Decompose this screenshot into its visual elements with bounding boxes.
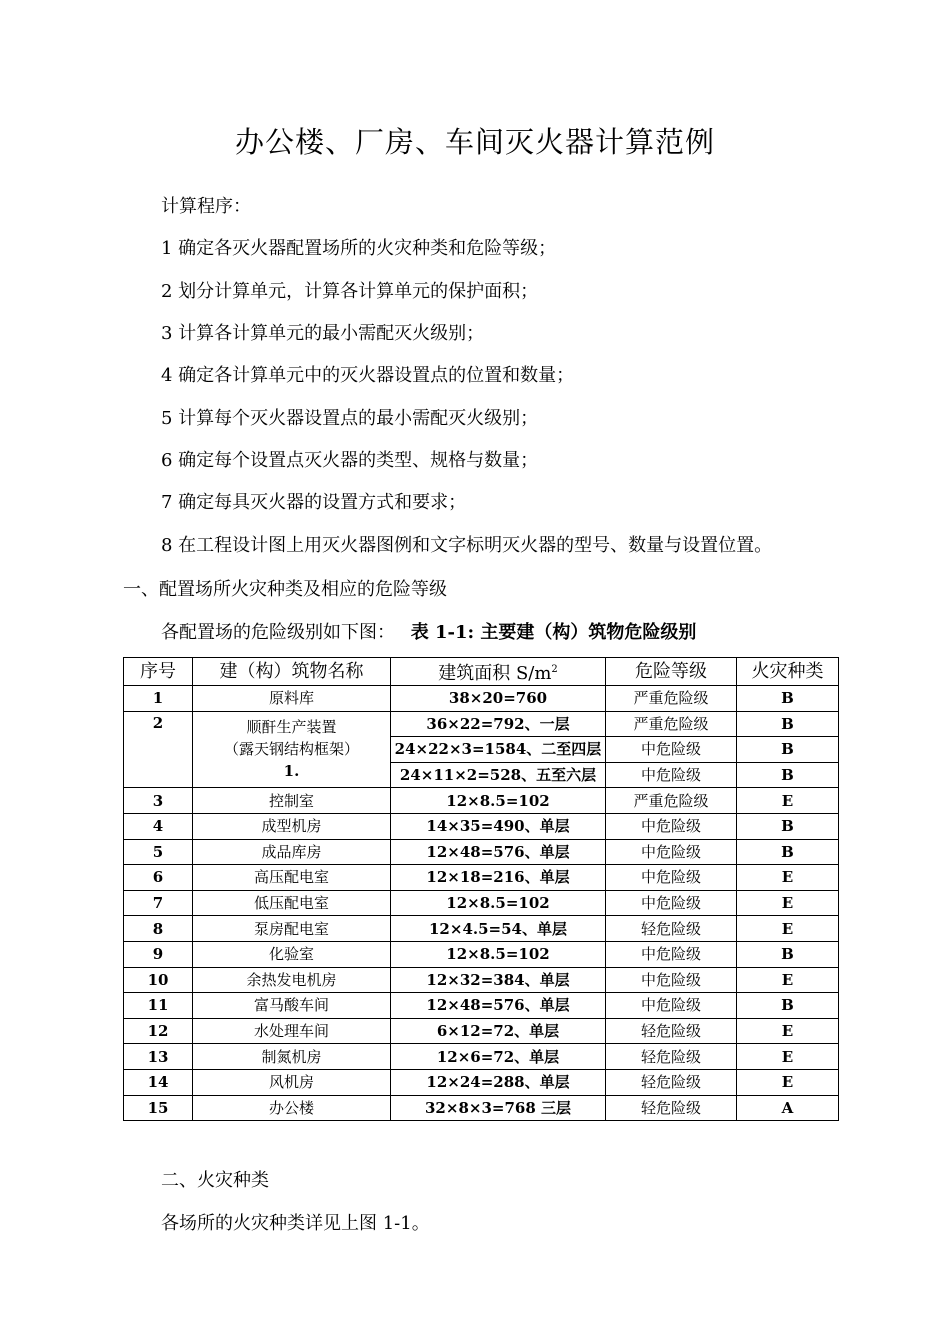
cell-fire-class: E [737, 1018, 839, 1044]
cell-hazard: 中危险级 [606, 737, 737, 763]
cell-no: 13 [124, 1044, 193, 1070]
header-area [391, 658, 606, 686]
cell-no: 11 [124, 993, 193, 1019]
table-row [124, 941, 839, 967]
cell-area: 12×48=576、单层 [391, 993, 606, 1019]
table-intro [161, 618, 696, 644]
table-intro-text: 各配置场的危险级别如下图： [161, 622, 395, 643]
cell-area: 38×20=760 [391, 686, 606, 712]
cell-fire-class: E [737, 890, 839, 916]
cell-no: 9 [124, 941, 193, 967]
cell-area: 12×8.5=102 [391, 788, 606, 814]
table-row [124, 1069, 839, 1095]
cell-hazard: 中危险级 [606, 941, 737, 967]
cell-fire-class: E [737, 865, 839, 891]
cell-no: 4 [124, 813, 193, 839]
cell-name: 富马酸车间 [193, 993, 391, 1019]
step-1: 1 确定各灭火器配置场所的火灾种类和危险等级； [161, 238, 557, 259]
cell-name: 低压配电室 [193, 890, 391, 916]
cell-no: 3 [124, 788, 193, 814]
cell-name: 控制室 [193, 788, 391, 814]
table-row [124, 1044, 839, 1070]
table-row [124, 967, 839, 993]
cell-fire-class: E [737, 1069, 839, 1095]
cell-fire-class: B [737, 762, 839, 788]
cell-hazard: 严重危险级 [606, 711, 737, 737]
page-title: 办公楼、厂房、车间灭火器计算范例 [234, 125, 715, 159]
cell-hazard: 中危险级 [606, 813, 737, 839]
cell-fire-class: A [737, 1095, 839, 1121]
cell-fire-class: E [737, 1044, 839, 1070]
table-row [124, 1018, 839, 1044]
table-row [124, 788, 839, 814]
cell-hazard: 中危险级 [606, 967, 737, 993]
header-fire-class: 火灾种类 [737, 658, 839, 686]
cell-area: 36×22=792、一层 [391, 711, 606, 737]
section1-heading: 一、配置场所火灾种类及相应的危险等级 [123, 579, 447, 600]
cell-hazard: 严重危险级 [606, 686, 737, 712]
header-no: 序号 [124, 658, 193, 686]
cell-name: 办公楼 [193, 1095, 391, 1121]
cell-name-line1: 顺酐生产装置 [246, 718, 337, 737]
cell-hazard: 轻危险级 [606, 916, 737, 942]
cell-area: 14×35=490、单层 [391, 813, 606, 839]
cell-fire-class: B [737, 686, 839, 712]
table-caption: 表 1-1: 主要建（构）筑物危险级别 [410, 622, 697, 643]
table-row [124, 890, 839, 916]
procedure-heading: 计算程序： [161, 196, 251, 217]
cell-name: 成型机房 [193, 813, 391, 839]
cell-name: 高压配电室 [193, 865, 391, 891]
cell-name: 泵房配电室 [193, 916, 391, 942]
cell-no: 2 [124, 711, 193, 788]
cell-hazard: 轻危险级 [606, 1018, 737, 1044]
cell-area: 12×24=288、单层 [391, 1069, 606, 1095]
cell-hazard: 中危险级 [606, 839, 737, 865]
step-8: 8 在工程设计图上用灭火器图例和文字标明灭火器的型号、数量与设置位置。 [161, 535, 773, 556]
cell-area: 32×8×3=768 三层 [391, 1095, 606, 1121]
cell-name: 制氮机房 [193, 1044, 391, 1070]
cell-hazard: 中危险级 [606, 890, 737, 916]
cell-hazard: 中危险级 [606, 865, 737, 891]
cell-fire-class: B [737, 813, 839, 839]
cell-name: 原料库 [193, 686, 391, 712]
cell-name: 风机房 [193, 1069, 391, 1095]
step-4: 4 确定各计算单元中的灭火器设置点的位置和数量； [161, 365, 575, 386]
cell-fire-class: B [737, 711, 839, 737]
cell-no: 5 [124, 839, 193, 865]
cell-no: 14 [124, 1069, 193, 1095]
table-header-row [124, 658, 839, 686]
cell-area: 12×18=216、单层 [391, 865, 606, 891]
header-area-sup: 2 [551, 663, 558, 675]
step-6: 6 确定每个设置点灭火器的类型、规格与数量； [161, 450, 539, 471]
hazard-table [123, 657, 839, 1121]
cell-hazard: 中危险级 [606, 762, 737, 788]
cell-name-line2: （露天钢结构框架） [223, 740, 359, 759]
cell-name: 余热发电机房 [193, 967, 391, 993]
cell-fire-class: E [737, 967, 839, 993]
cell-fire-class: B [737, 737, 839, 763]
table-row [124, 839, 839, 865]
cell-name: 成品库房 [193, 839, 391, 865]
cell-name-line3: 1. [283, 762, 300, 781]
step-2: 2 划分计算单元，计算各计算单元的保护面积； [161, 281, 539, 302]
cell-hazard: 轻危险级 [606, 1044, 737, 1070]
cell-no: 10 [124, 967, 193, 993]
section2-heading: 二、火灾种类 [161, 1170, 269, 1191]
header-hazard: 危险等级 [606, 658, 737, 686]
cell-no: 15 [124, 1095, 193, 1121]
step-5: 5 计算每个灭火器设置点的最小需配灭火级别； [161, 408, 539, 429]
cell-name-group [193, 711, 391, 788]
table-row [124, 865, 839, 891]
cell-fire-class: B [737, 839, 839, 865]
cell-no: 12 [124, 1018, 193, 1044]
cell-no: 8 [124, 916, 193, 942]
table-row [124, 686, 839, 712]
section2-text: 各场所的火灾种类详见上图 1-1。 [161, 1213, 430, 1234]
cell-area: 12×48=576、单层 [391, 839, 606, 865]
cell-area: 12×6=72、单层 [391, 1044, 606, 1070]
cell-hazard: 中危险级 [606, 993, 737, 1019]
cell-hazard: 轻危险级 [606, 1069, 737, 1095]
step-3: 3 计算各计算单元的最小需配灭火级别； [161, 323, 485, 344]
cell-fire-class: E [737, 788, 839, 814]
cell-hazard: 轻危险级 [606, 1095, 737, 1121]
cell-no: 6 [124, 865, 193, 891]
table-row [124, 711, 839, 737]
cell-name: 化验室 [193, 941, 391, 967]
cell-area: 12×8.5=102 [391, 890, 606, 916]
cell-area: 12×4.5=54、单层 [391, 916, 606, 942]
cell-no: 1 [124, 686, 193, 712]
cell-fire-class: B [737, 941, 839, 967]
cell-fire-class: E [737, 916, 839, 942]
table-row [124, 1095, 839, 1121]
cell-area: 24×11×2=528、五至六层 [391, 762, 606, 788]
table-row [124, 916, 839, 942]
header-area-text: 建筑面积 S/m [438, 662, 552, 684]
cell-area: 6×12=72、单层 [391, 1018, 606, 1044]
step-7: 7 确定每具灭火器的设置方式和要求； [161, 492, 467, 513]
cell-fire-class: B [737, 993, 839, 1019]
cell-area: 12×8.5=102 [391, 941, 606, 967]
cell-area: 24×22×3=1584、二至四层 [391, 737, 606, 763]
table-row [124, 813, 839, 839]
header-name: 建（构）筑物名称 [193, 658, 391, 686]
table-row [124, 993, 839, 1019]
cell-hazard: 严重危险级 [606, 788, 737, 814]
cell-no: 7 [124, 890, 193, 916]
cell-name: 水处理车间 [193, 1018, 391, 1044]
cell-area: 12×32=384、单层 [391, 967, 606, 993]
